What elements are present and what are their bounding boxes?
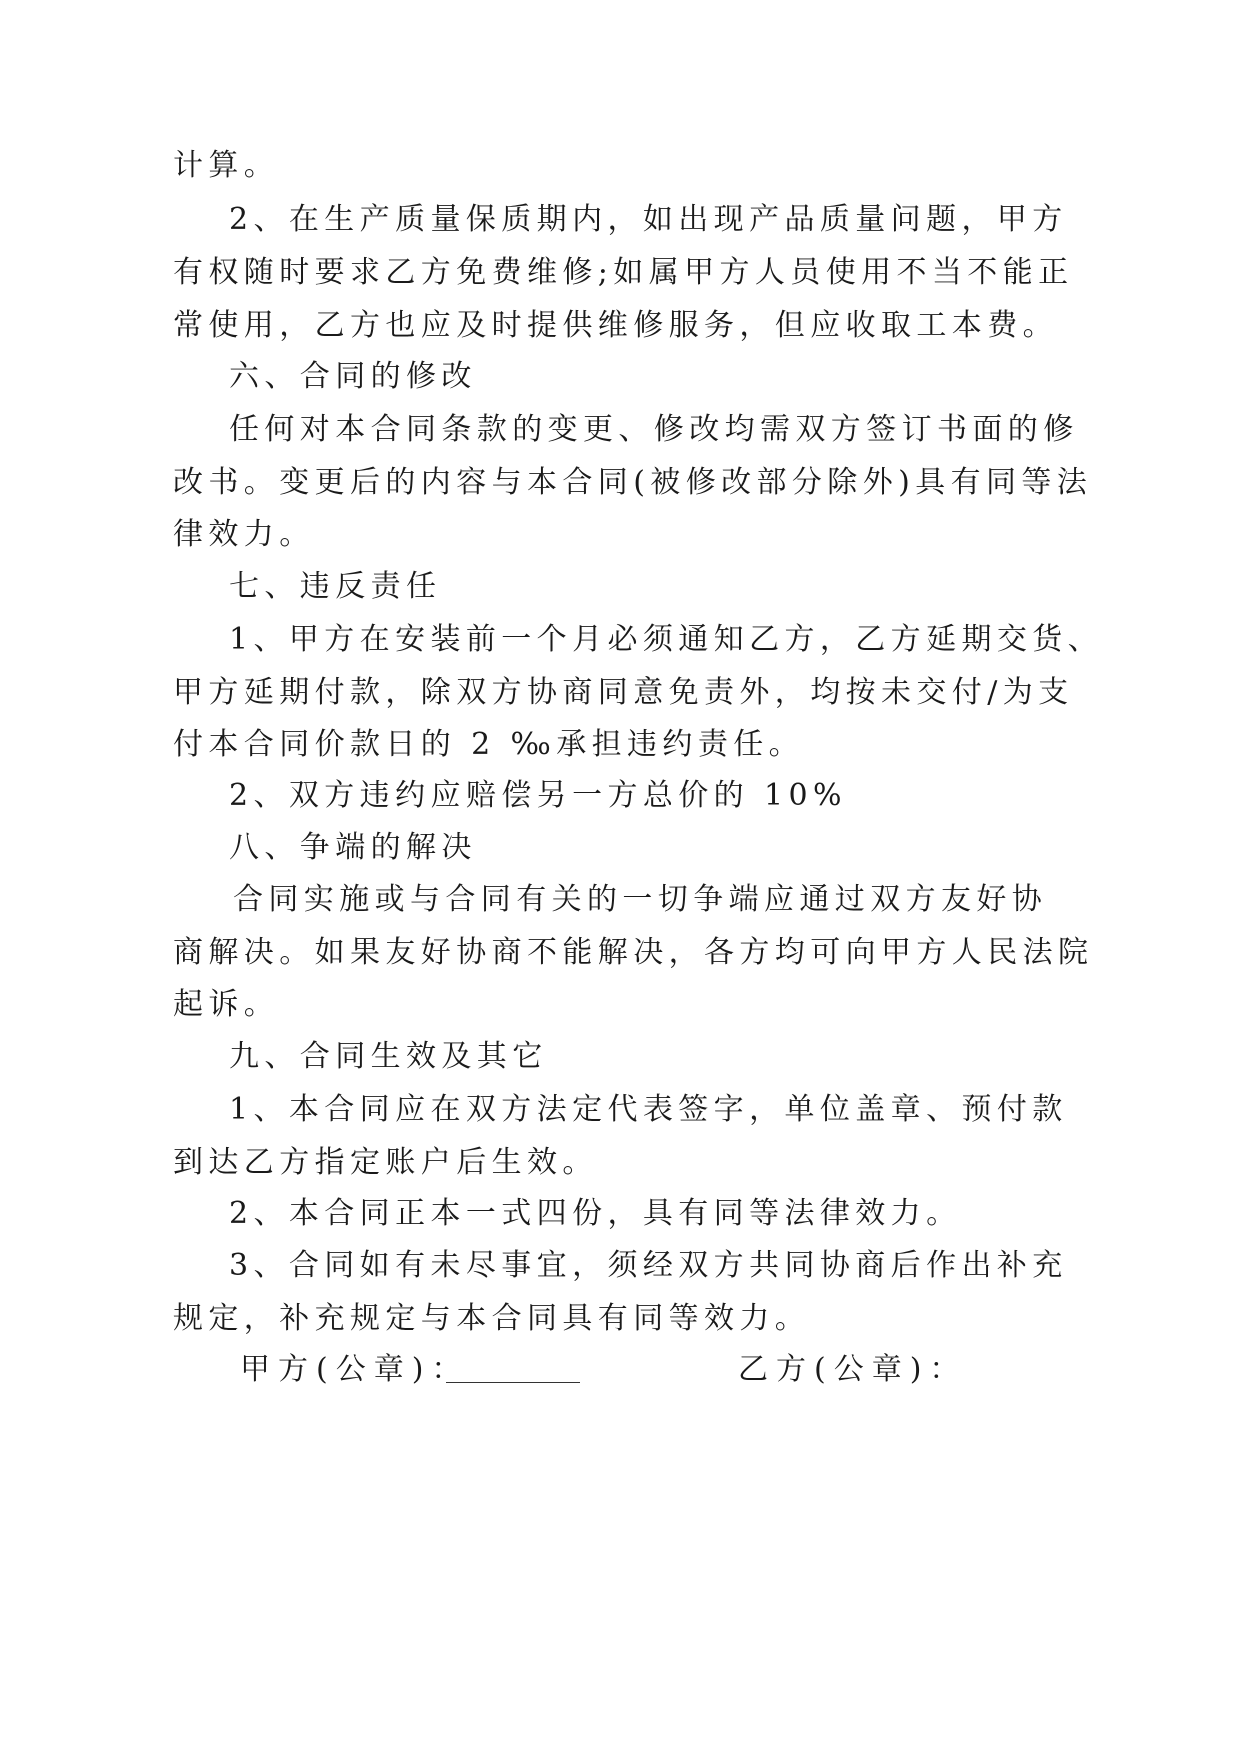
paragraph-line: 3、合同如有未尽事宜，须经双方共同协商后作出补充 <box>229 1248 1068 1283</box>
section-heading: 八、争端的解决 <box>229 830 477 865</box>
text-line: 常使用，乙方也应及时提供维修服务，但应收取工本费。 <box>173 308 1058 343</box>
text-line: 改书。变更后的内容与本合同(被修改部分除外)具有同等法 <box>173 465 1093 500</box>
paragraph-line: 2、本合同正本一式四份，具有同等法律效力。 <box>229 1196 962 1231</box>
party-a-seal-label: 甲方(公章)： <box>240 1352 470 1387</box>
section-heading: 七、违反责任 <box>229 569 442 604</box>
paragraph-line: 1、本合同应在双方法定代表签字，单位盖章、预付款 <box>229 1092 1068 1127</box>
text-line: 甲方延期付款，除双方协商同意免责外，均按未交付/为支 <box>173 675 1074 710</box>
text-line: 到达乙方指定账户后生效。 <box>173 1145 598 1180</box>
party-a-seal-blank <box>446 1382 580 1383</box>
text-line: 付本合同价款日的 2 ‰承担违约责任。 <box>173 727 805 762</box>
paragraph-line: 2、双方违约应赔偿另一方总价的 10% <box>229 778 847 813</box>
paragraph-line: 任何对本合同条款的变更、修改均需双方签订书面的修 <box>229 412 1079 447</box>
paragraph-line: 合同实施或与合同有关的一切争端应通过双方友好协 <box>233 882 1048 917</box>
text-line: 有权随时要求乙方免费维修;如属甲方人员使用不当不能正 <box>173 255 1074 290</box>
text-line: 商解决。如果友好协商不能解决，各方均可向甲方人民法院 <box>173 935 1094 970</box>
text-line: 律效力。 <box>173 517 315 552</box>
paragraph-line: 1、甲方在安装前一个月必须通知乙方，乙方延期交货、 <box>229 622 1104 657</box>
text-line: 规定，补充规定与本合同具有同等效力。 <box>173 1301 811 1336</box>
party-b-seal-label: 乙方(公章)： <box>738 1352 968 1387</box>
section-heading: 六、合同的修改 <box>229 359 477 394</box>
section-heading: 九、合同生效及其它 <box>229 1039 548 1074</box>
text-line: 计算。 <box>173 148 280 183</box>
text-line: 起诉。 <box>173 987 280 1022</box>
paragraph-line: 2、在生产质量保质期内，如出现产品质量问题，甲方 <box>229 202 1068 237</box>
